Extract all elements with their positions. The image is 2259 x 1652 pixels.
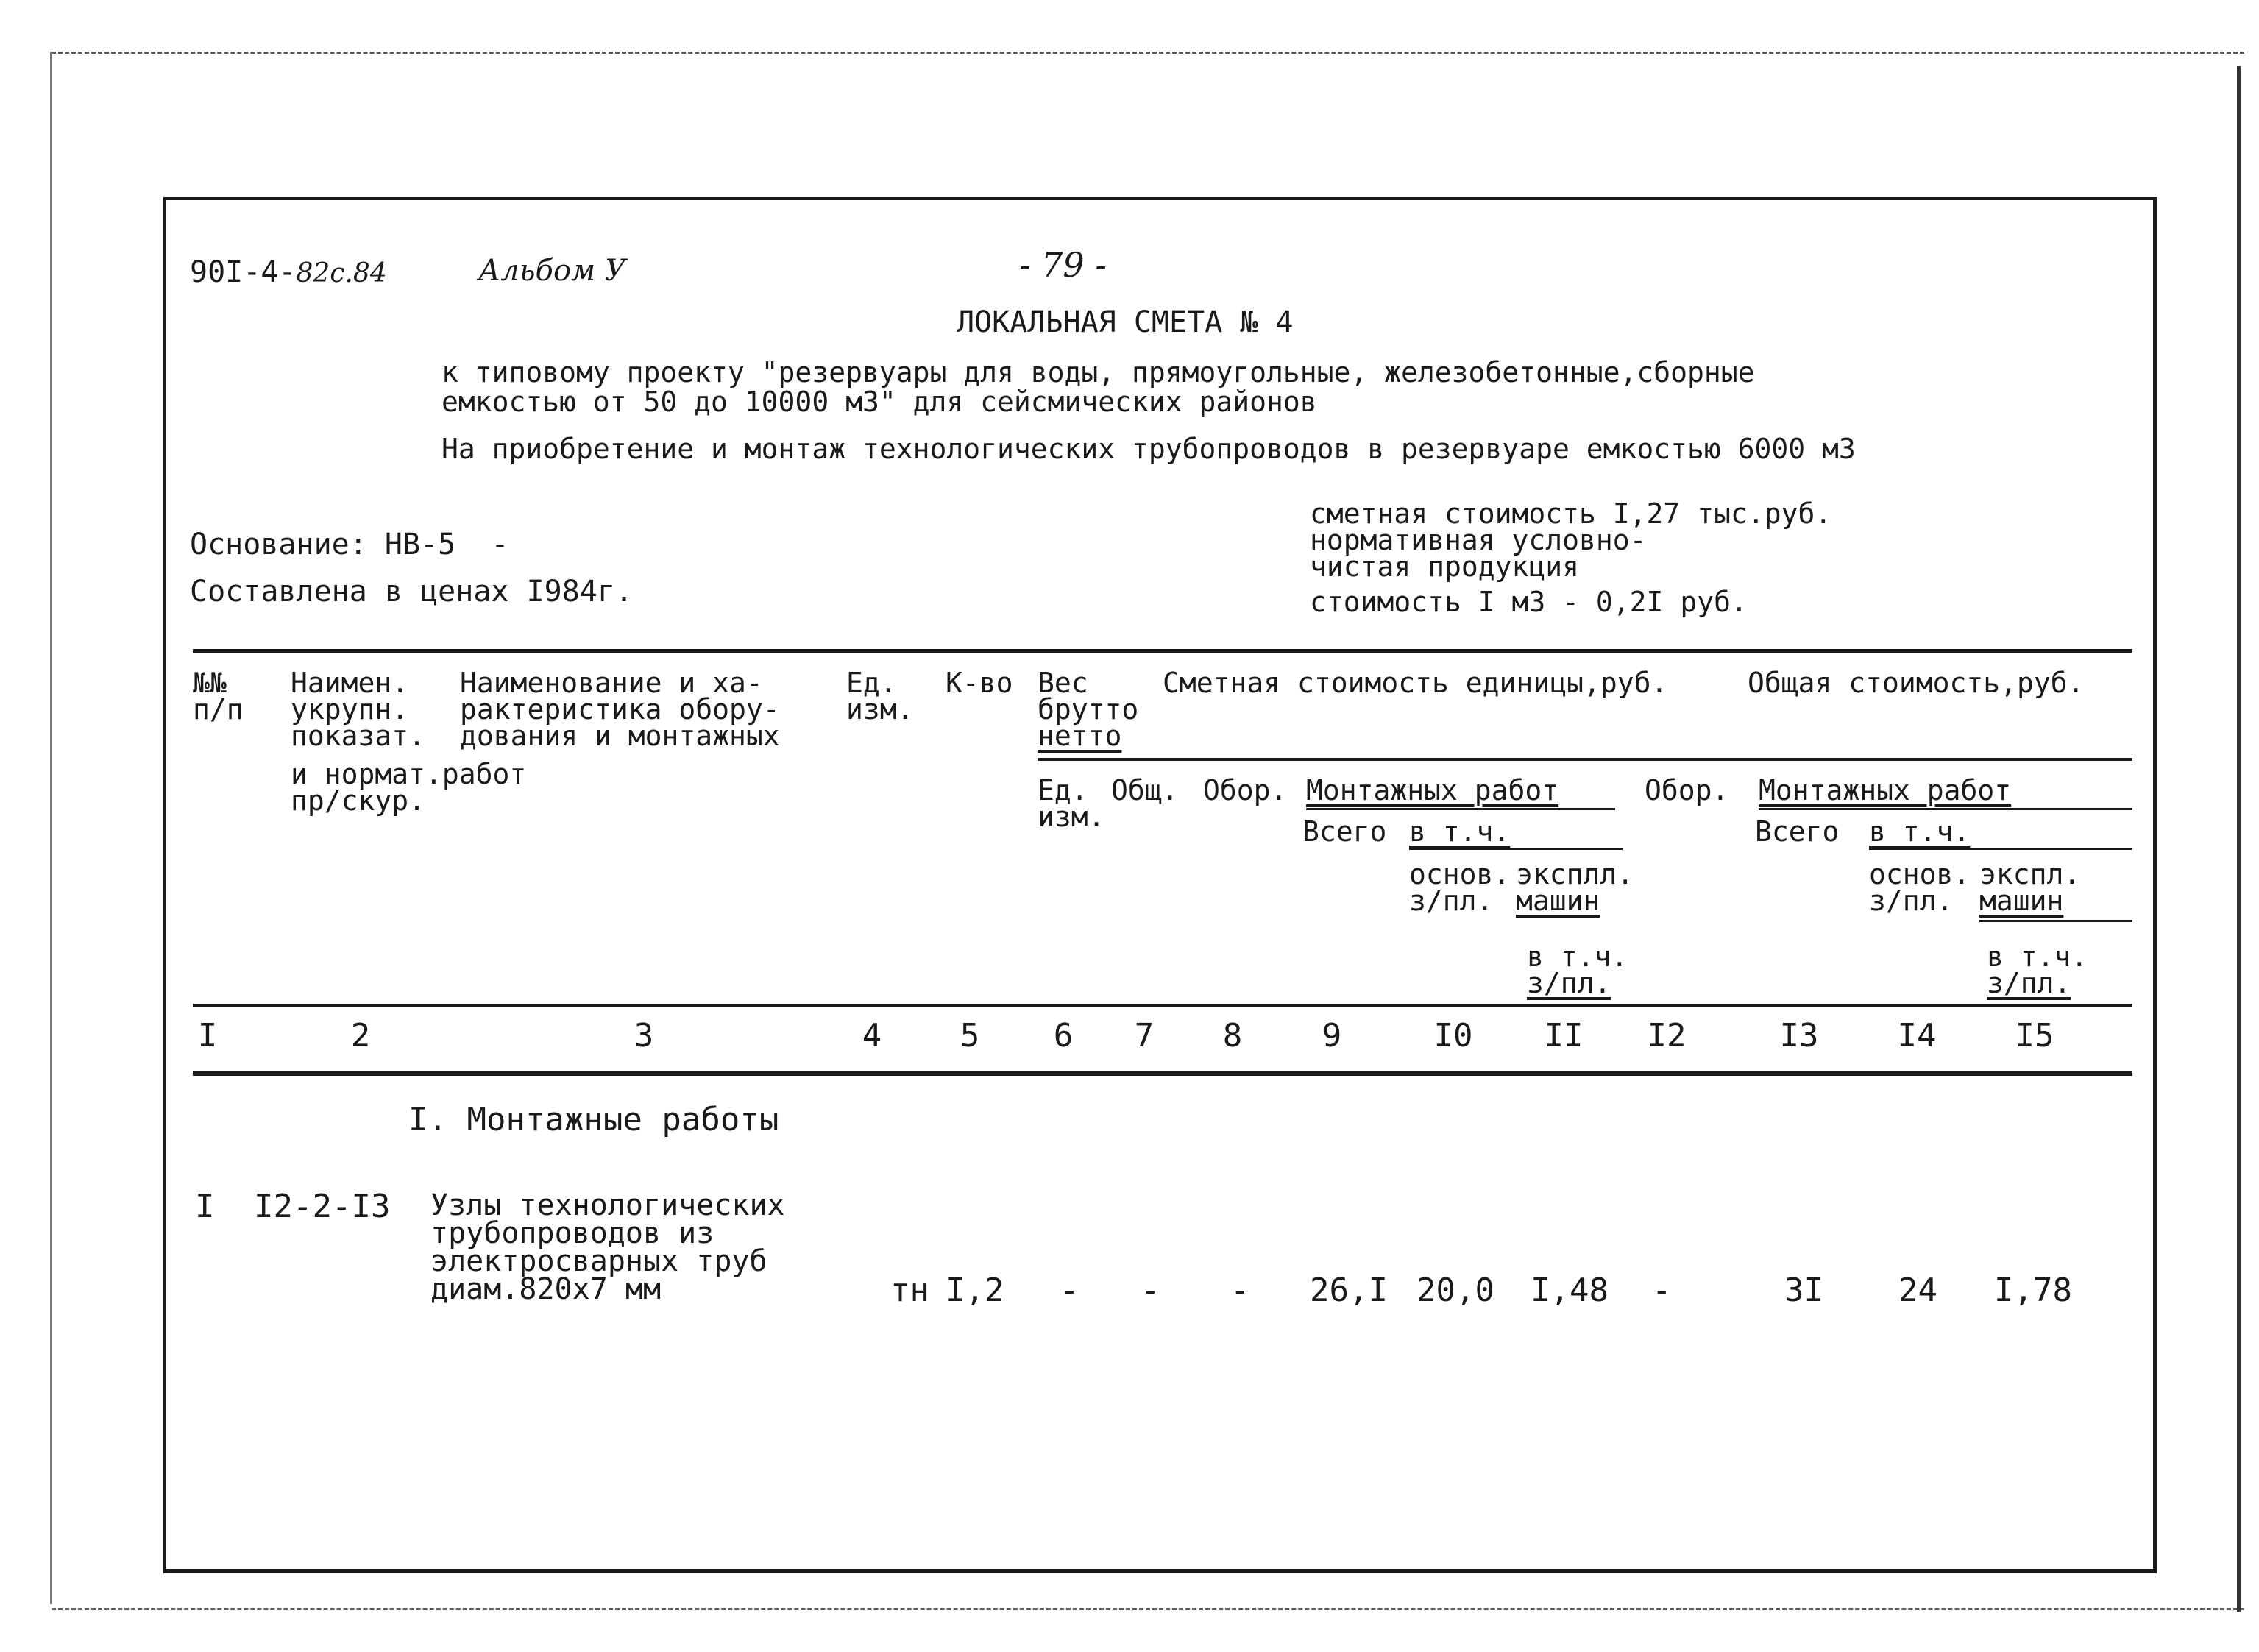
row-name-line-4: диам.820х7 мм xyxy=(430,1272,662,1306)
row-qty: I,2 xyxy=(946,1272,1004,1309)
row-col13: 3I xyxy=(1784,1272,1823,1309)
row-col9: 26,I xyxy=(1310,1272,1388,1309)
column-number: 9 xyxy=(1322,1017,1342,1054)
header-bottom-rule xyxy=(193,1004,2132,1007)
cost-summary-line-3: чистая продукция xyxy=(1310,550,1580,583)
header-rule-install-total xyxy=(1759,808,2132,810)
header-col-num-b: п/п xyxy=(193,693,244,726)
column-number: 3 xyxy=(634,1017,654,1054)
row-col6: - xyxy=(1060,1272,1079,1309)
header-install-total: Монтажных работ xyxy=(1759,774,2012,806)
scan-edge-top xyxy=(52,52,2244,54)
row-col7: - xyxy=(1141,1272,1160,1309)
column-number: I xyxy=(197,1017,218,1054)
scan-edge-left xyxy=(50,52,52,1604)
header-incl-total: в т.ч. xyxy=(1869,815,1971,848)
row-col8: - xyxy=(1230,1272,1250,1309)
subtitle-line-3: На приобретение и монтаж технологических трубопроводов в резервуаре емкостью 6000 м3 xyxy=(441,433,1856,465)
column-number: 5 xyxy=(960,1017,980,1054)
header-all-total: Всего xyxy=(1755,815,1840,848)
column-number: 7 xyxy=(1134,1017,1155,1054)
column-number: I0 xyxy=(1433,1017,1473,1054)
header-ops-unit-a: эксплл. xyxy=(1516,858,1634,890)
column-number: 2 xyxy=(350,1017,371,1054)
column-number: I4 xyxy=(1897,1017,1937,1054)
column-number: I2 xyxy=(1647,1017,1687,1054)
cost-summary-line-1: сметная стоимость I,27 тыс.руб. xyxy=(1310,497,1832,530)
subtitle-line-1: к типовому проекту "резервуары для воды, прямоугольные, железобетонные,сборные xyxy=(441,356,1755,389)
row-num: I xyxy=(195,1188,215,1225)
header-weight-c: нетто xyxy=(1038,720,1122,752)
scan-edge-right xyxy=(2237,66,2241,1612)
row-col14: 24 xyxy=(1898,1272,1937,1309)
column-number: 6 xyxy=(1053,1017,1074,1054)
page-number: - 79 - xyxy=(1019,245,1107,285)
header-basic-unit-b: з/пл. xyxy=(1409,885,1494,917)
header-rule-incl-unit xyxy=(1409,848,1623,850)
doc-code-print: 90I-4- xyxy=(190,255,297,289)
cost-summary-line-4: стоимость I м3 - 0,2I руб. xyxy=(1310,586,1748,618)
row-col11: I,48 xyxy=(1531,1272,1609,1309)
header-total-cost: Общая стоимость,руб. xyxy=(1748,667,2085,699)
header-install-unit: Монтажных работ xyxy=(1306,774,1559,806)
header-basic-total-a: основ. xyxy=(1869,858,1971,890)
header-rule-cost xyxy=(1038,758,2132,761)
subtitle-line-2: емкостью от 50 до 10000 м3" для сейсмических районов xyxy=(441,386,1317,418)
header-incl-unit: в т.ч. xyxy=(1409,815,1511,848)
header-w-total: Общ. xyxy=(1111,774,1179,806)
section-title: I. Монтажные работы xyxy=(408,1101,779,1138)
basis-line-2: Составлена в ценах I984г. xyxy=(190,575,634,609)
header-incl-wage-total-a: в т.ч. xyxy=(1987,940,2088,973)
header-ops-total-a: экспл. xyxy=(1979,858,2081,890)
scan-edge-bottom xyxy=(52,1608,2244,1610)
doc-code xyxy=(190,255,387,289)
header-col-code-e: пр/скур. xyxy=(291,784,426,817)
header-rule-incl-total xyxy=(1869,848,2132,850)
header-col-name-a: Наименование и ха- xyxy=(460,667,763,699)
header-col-name-b: рактеристика обору- xyxy=(460,693,780,726)
header-all-unit: Всего xyxy=(1302,815,1387,848)
header-rule-install-unit xyxy=(1306,808,1615,810)
header-col-name-c: дования и монтажных xyxy=(460,720,780,752)
header-equip-total: Обор. xyxy=(1645,774,1729,806)
row-col15: I,78 xyxy=(1994,1272,2072,1309)
header-col-num-a: №№ xyxy=(193,667,227,699)
header-ops-unit-b: машин xyxy=(1516,885,1600,917)
header-unit-cost: Сметная стоимость единицы,руб. xyxy=(1163,667,1668,699)
column-number: I5 xyxy=(2015,1017,2054,1054)
cost-summary-line-2: нормативная условно- xyxy=(1310,524,1647,556)
row-col10: 20,0 xyxy=(1416,1272,1494,1309)
column-numbers-bottom-rule xyxy=(193,1071,2132,1076)
row-unit: тн xyxy=(890,1272,929,1309)
header-basic-total-b: з/пл. xyxy=(1869,885,1954,917)
column-number: II xyxy=(1544,1017,1584,1054)
header-rule-ops-total xyxy=(1979,920,2132,922)
row-name-line-1: Узлы технологических xyxy=(430,1188,785,1222)
row-code: I2-2-I3 xyxy=(254,1188,391,1225)
header-col-code-d: и нормат.работ xyxy=(291,758,527,790)
column-number: I3 xyxy=(1779,1017,1819,1054)
column-number: 8 xyxy=(1222,1017,1243,1054)
row-name-line-3: электросварных труб xyxy=(430,1244,767,1278)
header-col-qty: К-во xyxy=(946,667,1013,699)
header-w-unit-a: Ед. xyxy=(1038,774,1088,806)
header-basic-unit-a: основ. xyxy=(1409,858,1511,890)
header-col-code-c: показат. xyxy=(291,720,426,752)
doc-code-handwritten: 82с.84 xyxy=(296,258,387,288)
header-equip-unit: Обор. xyxy=(1203,774,1288,806)
header-col-unit-a: Ед. xyxy=(846,667,897,699)
row-name-line-2: трубопроводов из xyxy=(430,1216,714,1250)
header-col-code-a: Наимен. xyxy=(291,667,409,699)
header-w-unit-b: изм. xyxy=(1038,801,1105,833)
header-weight-b: брутто xyxy=(1038,693,1139,726)
header-incl-wage-total-b: з/пл. xyxy=(1987,967,2071,999)
column-number: 4 xyxy=(862,1017,882,1054)
header-ops-total-b: машин xyxy=(1979,885,2064,917)
album-label: Альбом У xyxy=(478,254,626,288)
document-title: ЛОКАЛЬНАЯ СМЕТА № 4 xyxy=(957,305,1294,339)
header-col-code-b: укрупн. xyxy=(291,693,409,726)
basis-line-1: Основание: НВ-5 - xyxy=(190,528,509,561)
table-top-rule xyxy=(193,649,2132,653)
header-col-unit-b: изм. xyxy=(846,693,914,726)
header-weight-a: Вес xyxy=(1038,667,1088,699)
header-incl-wage-unit-a: в т.ч. xyxy=(1527,940,1628,973)
header-incl-wage-unit-b: з/пл. xyxy=(1527,967,1611,999)
row-col12: - xyxy=(1652,1272,1672,1309)
